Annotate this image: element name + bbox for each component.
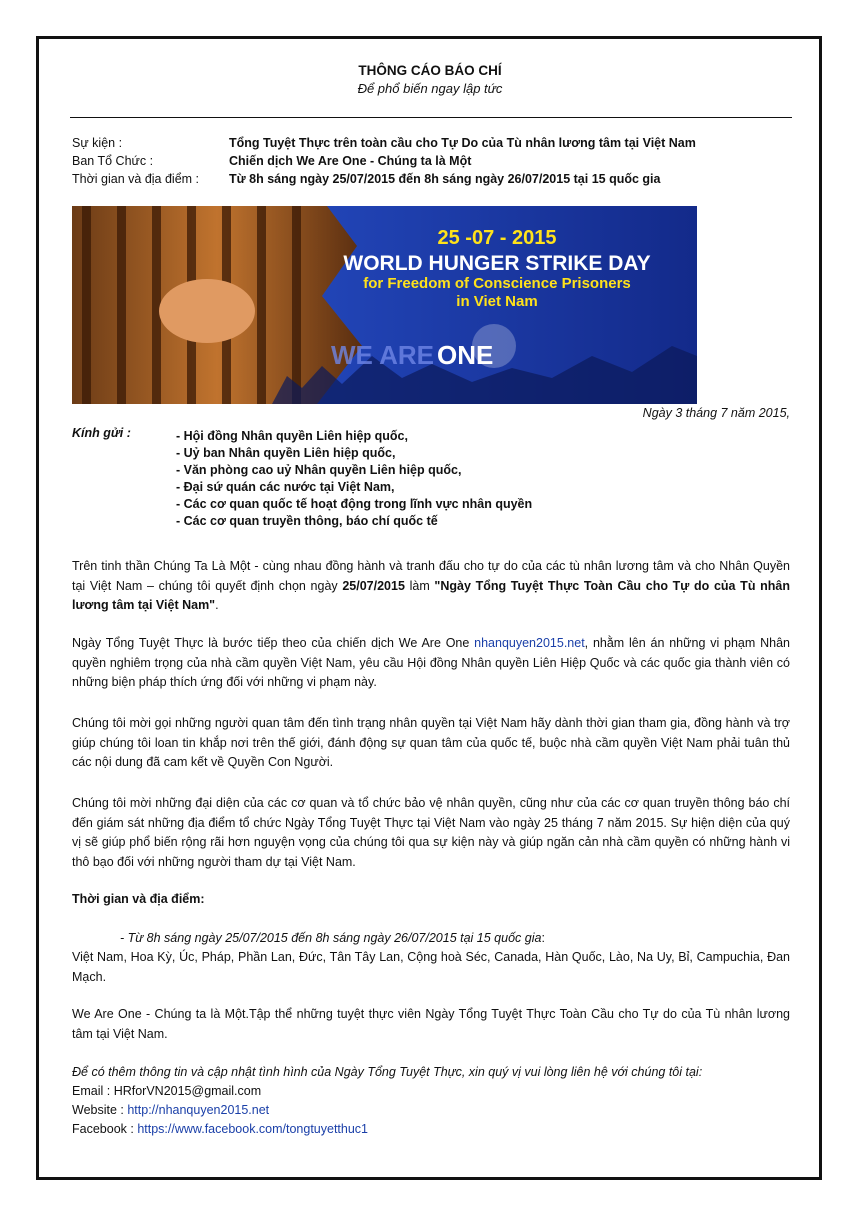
banner-line3: in Viet Nam — [456, 293, 538, 310]
campaign-link[interactable]: nhanquyen2015.net — [474, 636, 585, 650]
list-item: - Uỷ ban Nhân quyền Liên hiệp quốc, — [176, 446, 396, 460]
document-title: THÔNG CÁO BÁO CHÍ — [358, 63, 502, 78]
document-subtitle: Để phổ biến ngay lập tức — [357, 81, 503, 96]
website-link[interactable]: http://nhanquyen2015.net — [127, 1103, 270, 1117]
recipients-label: Kính gửi : — [72, 426, 131, 440]
time-heading: Thời gian và địa điểm: — [72, 892, 205, 906]
contact-facebook: Facebook : https://www.facebook.com/tongtuyetthuc1 — [72, 1122, 369, 1136]
paragraph-invitation: Chúng tôi mời gọi những người quan tâm đến tình trạng nhân quyền tại Việt Nam hãy dành thời gian tham gia, đồng hành và trợ giúp chúng tôi loan tin khắp nơi trên thế giới, đánh động sự quan tâm của quốc tế, buộc nhà cầm quyền Việt Nam phải tuân thủ các nội dung đã cam kết về Quyền Con Người. — [72, 716, 790, 769]
recipients-list — [176, 426, 532, 531]
banner-date: 25 -07 - 2015 — [437, 227, 557, 249]
meta-value: Tổng Tuyệt Thực trên toàn cầu cho Tự Do của Tù nhân lương tâm tại Việt Nam — [229, 136, 696, 150]
paragraph-media: Chúng tôi mời những đại diện của các cơ quan và tổ chức bảo vệ nhân quyền, cũng như của các cơ quan truyền thông báo chí đến giám sát những địa điểm tổ chức Ngày Tổng Tuyệt Thực tại Việt Nam vào ngày 25 tháng 7 năm 2015. Sự hiện diện của quý vị sẽ giúp phổ biến rộng rãi hơn nguyện vọng của chúng tôi qua sự kiện này và giúp ngăn cản nhà cầm quyền có những hành vi thô bạo đối với những người tham dự tại Việt Nam. — [72, 796, 790, 869]
banner-graphic — [72, 206, 697, 404]
contact-intro: Để có thêm thông tin và cập nhật tình hình của Ngày Tổng Tuyệt Thực, xin quý vị vui lòng liên hệ với chúng tôi tại: — [72, 1065, 703, 1079]
facebook-link[interactable]: https://www.facebook.com/tongtuyetthuc1 — [137, 1122, 369, 1136]
meta-value: Chiến dịch We Are One - Chúng ta là Một — [229, 154, 472, 168]
banner-line2: for Freedom of Conscience Prisoners — [363, 275, 631, 292]
meta-label: Sự kiện : — [72, 136, 123, 150]
header-divider — [70, 117, 792, 118]
paragraph-intro: Trên tinh thần Chúng Ta Là Một - cùng nhau đồng hành và tranh đấu cho tự do của các tù nhân lương tâm và cho Nhân Quyền tại Việt Nam – chúng tôi quyết định chọn ngày 25/07/2015 làm "Ngày Tổng Tuyệt Thực Toàn Cầu cho Tự do của Tù nhân lương tâm tại Việt Nam". — [72, 559, 790, 612]
event-banner — [72, 206, 697, 404]
paragraph-closing: We Are One - Chúng ta là Một.Tập thể những tuyệt thực viên Ngày Tổng Tuyệt Thực Toàn Cầu cho Tự do của Tù nhân lương tâm tại Việt Nam. — [72, 1007, 790, 1041]
meta-organizer — [72, 154, 792, 172]
list-item: - Đại sứ quán các nước tại Việt Nam, — [176, 480, 395, 494]
meta-label: Thời gian và địa điểm : — [72, 172, 200, 186]
time-detail: - Từ 8h sáng ngày 25/07/2015 đến 8h sáng ngày 26/07/2015 tại 15 quốc gia: — [120, 931, 545, 945]
meta-time-place — [72, 172, 792, 190]
email-link[interactable]: HRforVN2015@gmail.com — [113, 1084, 262, 1098]
contact-email: Email : HRforVN2015@gmail.com — [72, 1084, 262, 1098]
meta-value: Từ 8h sáng ngày 25/07/2015 đến 8h sáng ngày 26/07/2015 tại 15 quốc gia — [229, 172, 661, 186]
meta-event — [72, 136, 792, 154]
meta-label: Ban Tổ Chức : — [72, 154, 154, 168]
banner-logo-b: ONE — [437, 340, 494, 370]
list-item: - Các cơ quan quốc tế hoạt động trong lĩnh vực nhân quyền — [176, 497, 533, 511]
countries-list: Việt Nam, Hoa Kỳ, Úc, Pháp, Phần Lan, Đức, Tân Tây Lan, Cộng hoà Séc, Canada, Hàn Quốc, Lào, Na Uy, Bỉ, Campuchia, Đan Mạch. — [72, 950, 790, 984]
list-item: - Văn phòng cao uỷ Nhân quyền Liên hiệp quốc, — [176, 463, 462, 477]
banner-logo-a: WE ARE — [330, 340, 434, 370]
banner-line1: WORLD HUNGER STRIKE DAY — [343, 252, 651, 275]
paragraph-campaign: Ngày Tổng Tuyệt Thực là bước tiếp theo của chiến dịch We Are One nhanquyen2015.net, nhằm lên án những vi phạm Nhân quyền nghiêm trọng của nhà cầm quyền Việt Nam, yêu cầu Hội đồng Nhân quyền Liên Hiệp Quốc và các quốc gia thành viên có những biện pháp thích ứng đối với những vi phạm này. — [72, 636, 790, 689]
list-item: - Hội đồng Nhân quyền Liên hiệp quốc, — [176, 429, 408, 443]
list-item: - Các cơ quan truyền thông, báo chí quốc tế — [176, 514, 438, 528]
contact-website: Website : http://nhanquyen2015.net — [72, 1103, 270, 1117]
issue-date: Ngày 3 tháng 7 năm 2015, — [642, 406, 790, 420]
